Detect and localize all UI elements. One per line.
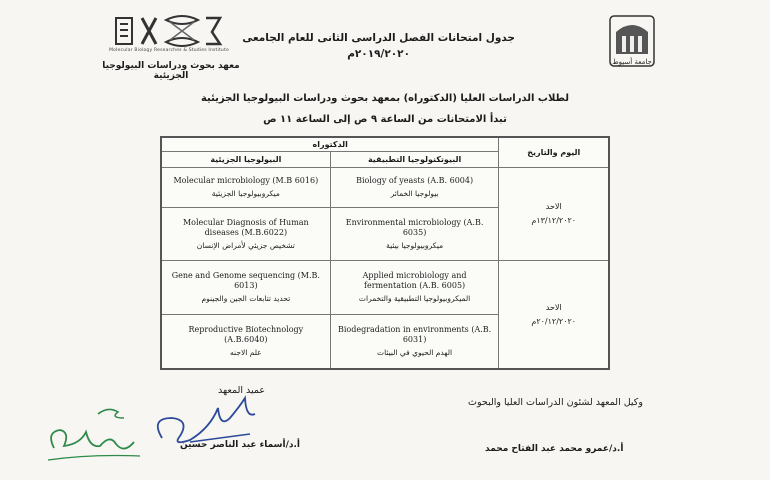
exam-day: الاحد — [545, 201, 562, 211]
institute-logo-text: Molecular Biology Researches & Studies Institute — [109, 48, 229, 53]
day-date-cell — [499, 261, 609, 369]
table-row — [161, 261, 609, 315]
svg-text:جامعة أسيوط: جامعة أسيوط — [612, 58, 652, 66]
molecular-course-cell — [161, 167, 330, 207]
course-name-ar: بيولوجيا الخمائر — [390, 188, 439, 198]
molecular-course-cell — [161, 207, 330, 261]
table-row — [161, 167, 609, 207]
course-name-en: Biology of yeasts (A.B. 6004) — [356, 175, 474, 185]
course-name-ar: علم الاجنه — [230, 348, 262, 358]
molecular-course-cell — [161, 261, 330, 315]
day-date-header: اليوم والتاريخ — [499, 137, 609, 167]
applied-course-cell — [330, 167, 499, 207]
course-name-en: Gene and Genome sequencing (M.B. 6013) — [171, 271, 320, 291]
exam-schedule-table — [160, 136, 610, 370]
course-name-en: Applied microbiology and fermentation (A.B. 6005) — [362, 271, 467, 291]
group-header: الدكتوراه — [161, 137, 499, 151]
course-name-en: Environmental microbiology (A.B. 6035) — [345, 217, 484, 237]
vice-dean-title: وكيل المعهد لشئون الدراسات العليا والبحوث — [468, 397, 643, 408]
dean-name: أ.د/أسماء عبد الناصر حسين — [180, 440, 301, 450]
institute-name: معهد بحوث ودراسات البيولوجيا الجزيئية — [102, 61, 240, 81]
vice-dean-name: أ.د/عمرو محمد عبد الفتاح محمد — [485, 444, 624, 454]
schedule-header — [242, 30, 515, 62]
academic-year: ٢٠١٩/٢٠٢٠م — [347, 48, 410, 60]
day-date-cell — [499, 167, 609, 261]
course-name-ar: ميكروبيولوجيا بيئية — [386, 240, 444, 250]
course-name-ar: الهدم الحيوي في البيئات — [377, 348, 453, 358]
course-name-en: Reproductive Biotechnology (A.B.6040) — [188, 325, 304, 345]
col-molecular-header: البيولوجيا الجزيئية — [161, 151, 330, 167]
page-title: لطلاب الدراسات العليا (الدكتوراه) بمعهد بحوث ودراسات البيولوجيا الجزيئية — [200, 93, 570, 104]
exam-day: الاحد — [545, 302, 562, 312]
applied-course-cell — [330, 315, 499, 369]
institute-logo — [108, 14, 228, 60]
exam-date: ٢٠/١٢/٢٠٢٠م — [531, 316, 577, 326]
dean-title: عميد المعهد — [218, 385, 266, 396]
applied-course-cell — [330, 207, 499, 261]
course-name-en: Molecular Diagnosis of Human diseases (M.B.6022) — [182, 217, 309, 237]
molecular-course-cell — [161, 315, 330, 369]
col-applied-header: البيوتكنولوجيا التطبيقية — [330, 151, 499, 167]
exam-time-note: تبدأ الامتحانات من الساعة ٩ ص إلى الساعة ١١ ص — [263, 114, 507, 125]
course-name-ar: تحديد تتابعات الجين والجينوم — [201, 294, 291, 304]
course-name-ar: تشخيص جزيئي لأمراض الإنسان — [196, 240, 295, 250]
handwritten-signatures — [40, 388, 290, 470]
university-logo — [606, 14, 658, 68]
exam-date: ١٣/١٢/٢٠٢٠م — [531, 215, 577, 225]
applied-course-cell — [330, 261, 499, 315]
course-name-ar: الميكروبيولوجيا التطبيقية والتخمرات — [358, 294, 471, 304]
course-name-en: Biodegradation in environments (A.B. 6031) — [337, 325, 492, 345]
course-name-ar: ميكروبيولوجيا الجزيئية — [211, 188, 280, 198]
course-name-en: Molecular microbiology (M.B 6016) — [173, 175, 319, 185]
schedule-title: جدول امتحانات الفصل الدراسى الثانى للعام الجامعى — [242, 32, 515, 44]
